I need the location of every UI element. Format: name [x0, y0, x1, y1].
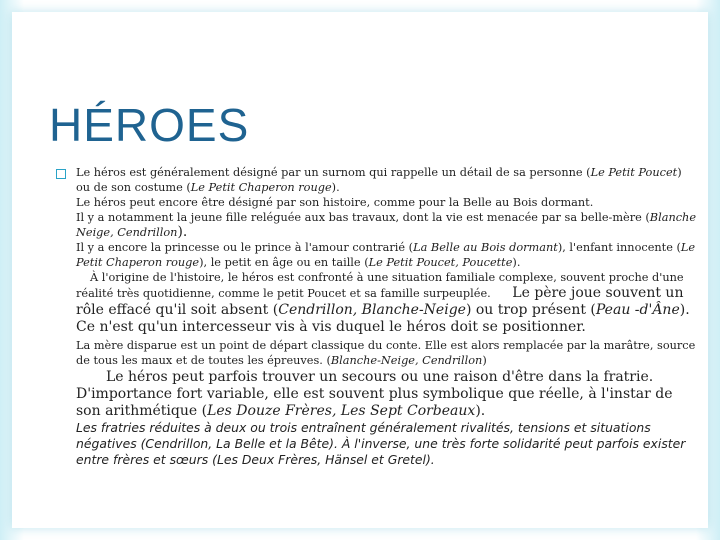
text: ) — [482, 354, 487, 367]
title-ref: Blanche-Neige, Cendrillon — [330, 354, 483, 367]
paragraph-mere — [76, 338, 696, 368]
title-ref: Cendrillon, Blanche-Neige — [278, 302, 466, 318]
square-bullet-icon — [56, 169, 66, 179]
slide-body — [76, 165, 696, 468]
title-ref: Blanche Neige, Cendrillon — [76, 211, 697, 239]
title-ref: Le Petit Poucet — [590, 166, 678, 179]
text: La mère disparue est un point de départ classique du conte. Elle est alors remplacée par la marâtre, source de tous les maux et de toutes les épreuves. ( — [76, 339, 696, 367]
text: ). Ce n'est qu'un intercesseur vis à vis duquel le héros doit se positionner. — [76, 302, 690, 335]
title-ref: Le Petit Poucet, Poucette — [368, 256, 513, 269]
slide — [12, 12, 708, 528]
text: À l'origine de l'histoire, le héros est confronté à une situation familiale complexe, souvent proche d'une réalité très quotidienne, comme le petit Poucet et sa famille surpeuplée. — [76, 271, 684, 300]
paragraph-princesse — [76, 240, 696, 270]
text: ). — [177, 224, 188, 240]
text: ). — [512, 256, 521, 269]
title-ref: Les Douze Frères, Les Sept Corbeaux — [207, 403, 476, 419]
text: Le père joue souvent un rôle effacé qu'il soit absent ( — [76, 285, 684, 318]
paragraph-origine — [76, 270, 696, 336]
title-ref: Le Petit Chaperon rouge — [76, 241, 696, 269]
paragraph-jeune-fille — [76, 210, 696, 240]
paragraph-surnom — [76, 165, 696, 195]
paragraph-histoire: Le héros peut encore être désigné par son histoire, comme pour la Belle au Bois dormant. — [76, 196, 594, 209]
text: Il y a notamment la jeune fille reléguée aux bas travaux, dont la vie est menacée par sa belle-mère ( — [76, 211, 650, 224]
text: ) ou trop présent ( — [465, 302, 596, 318]
slide-title: HÉROES — [49, 99, 250, 151]
title-ref: Peau -d'Âne — [595, 302, 680, 318]
paragraph-fratries-reduites: Les fratries réduites à deux ou trois entraînent généralement rivalités, tensions et situations négatives (Cendrillon, La Belle et la Bête). À l'inverse, une très forte solidarité peut parfois exister entre frères et sœurs (Les Deux Frères, Hänsel et Gretel). — [76, 420, 686, 467]
text: Le héros peut parfois trouver un secours ou une raison d'être dans la fratrie. D'importance fort variable, elle est souvent plus symbolique que réelle, à l'instar de son arithmétique ( — [76, 369, 673, 419]
text: ). — [475, 403, 486, 419]
paragraph-fratrie — [76, 369, 696, 420]
title-ref: Le Petit Chaperon rouge — [190, 181, 332, 194]
text: ), l'enfant innocente ( — [557, 241, 681, 254]
title-ref: La Belle au Bois dormant — [413, 241, 558, 254]
text: Il y a encore la princesse ou le prince à l'amour contrarié ( — [76, 241, 414, 254]
text: Le héros est généralement désigné par un surnom qui rappelle un détail de sa personne ( — [76, 166, 591, 179]
text: ), le petit en âge ou en taille ( — [199, 256, 369, 269]
text: ). — [331, 181, 340, 194]
text: ) ou de son costume ( — [76, 166, 682, 194]
